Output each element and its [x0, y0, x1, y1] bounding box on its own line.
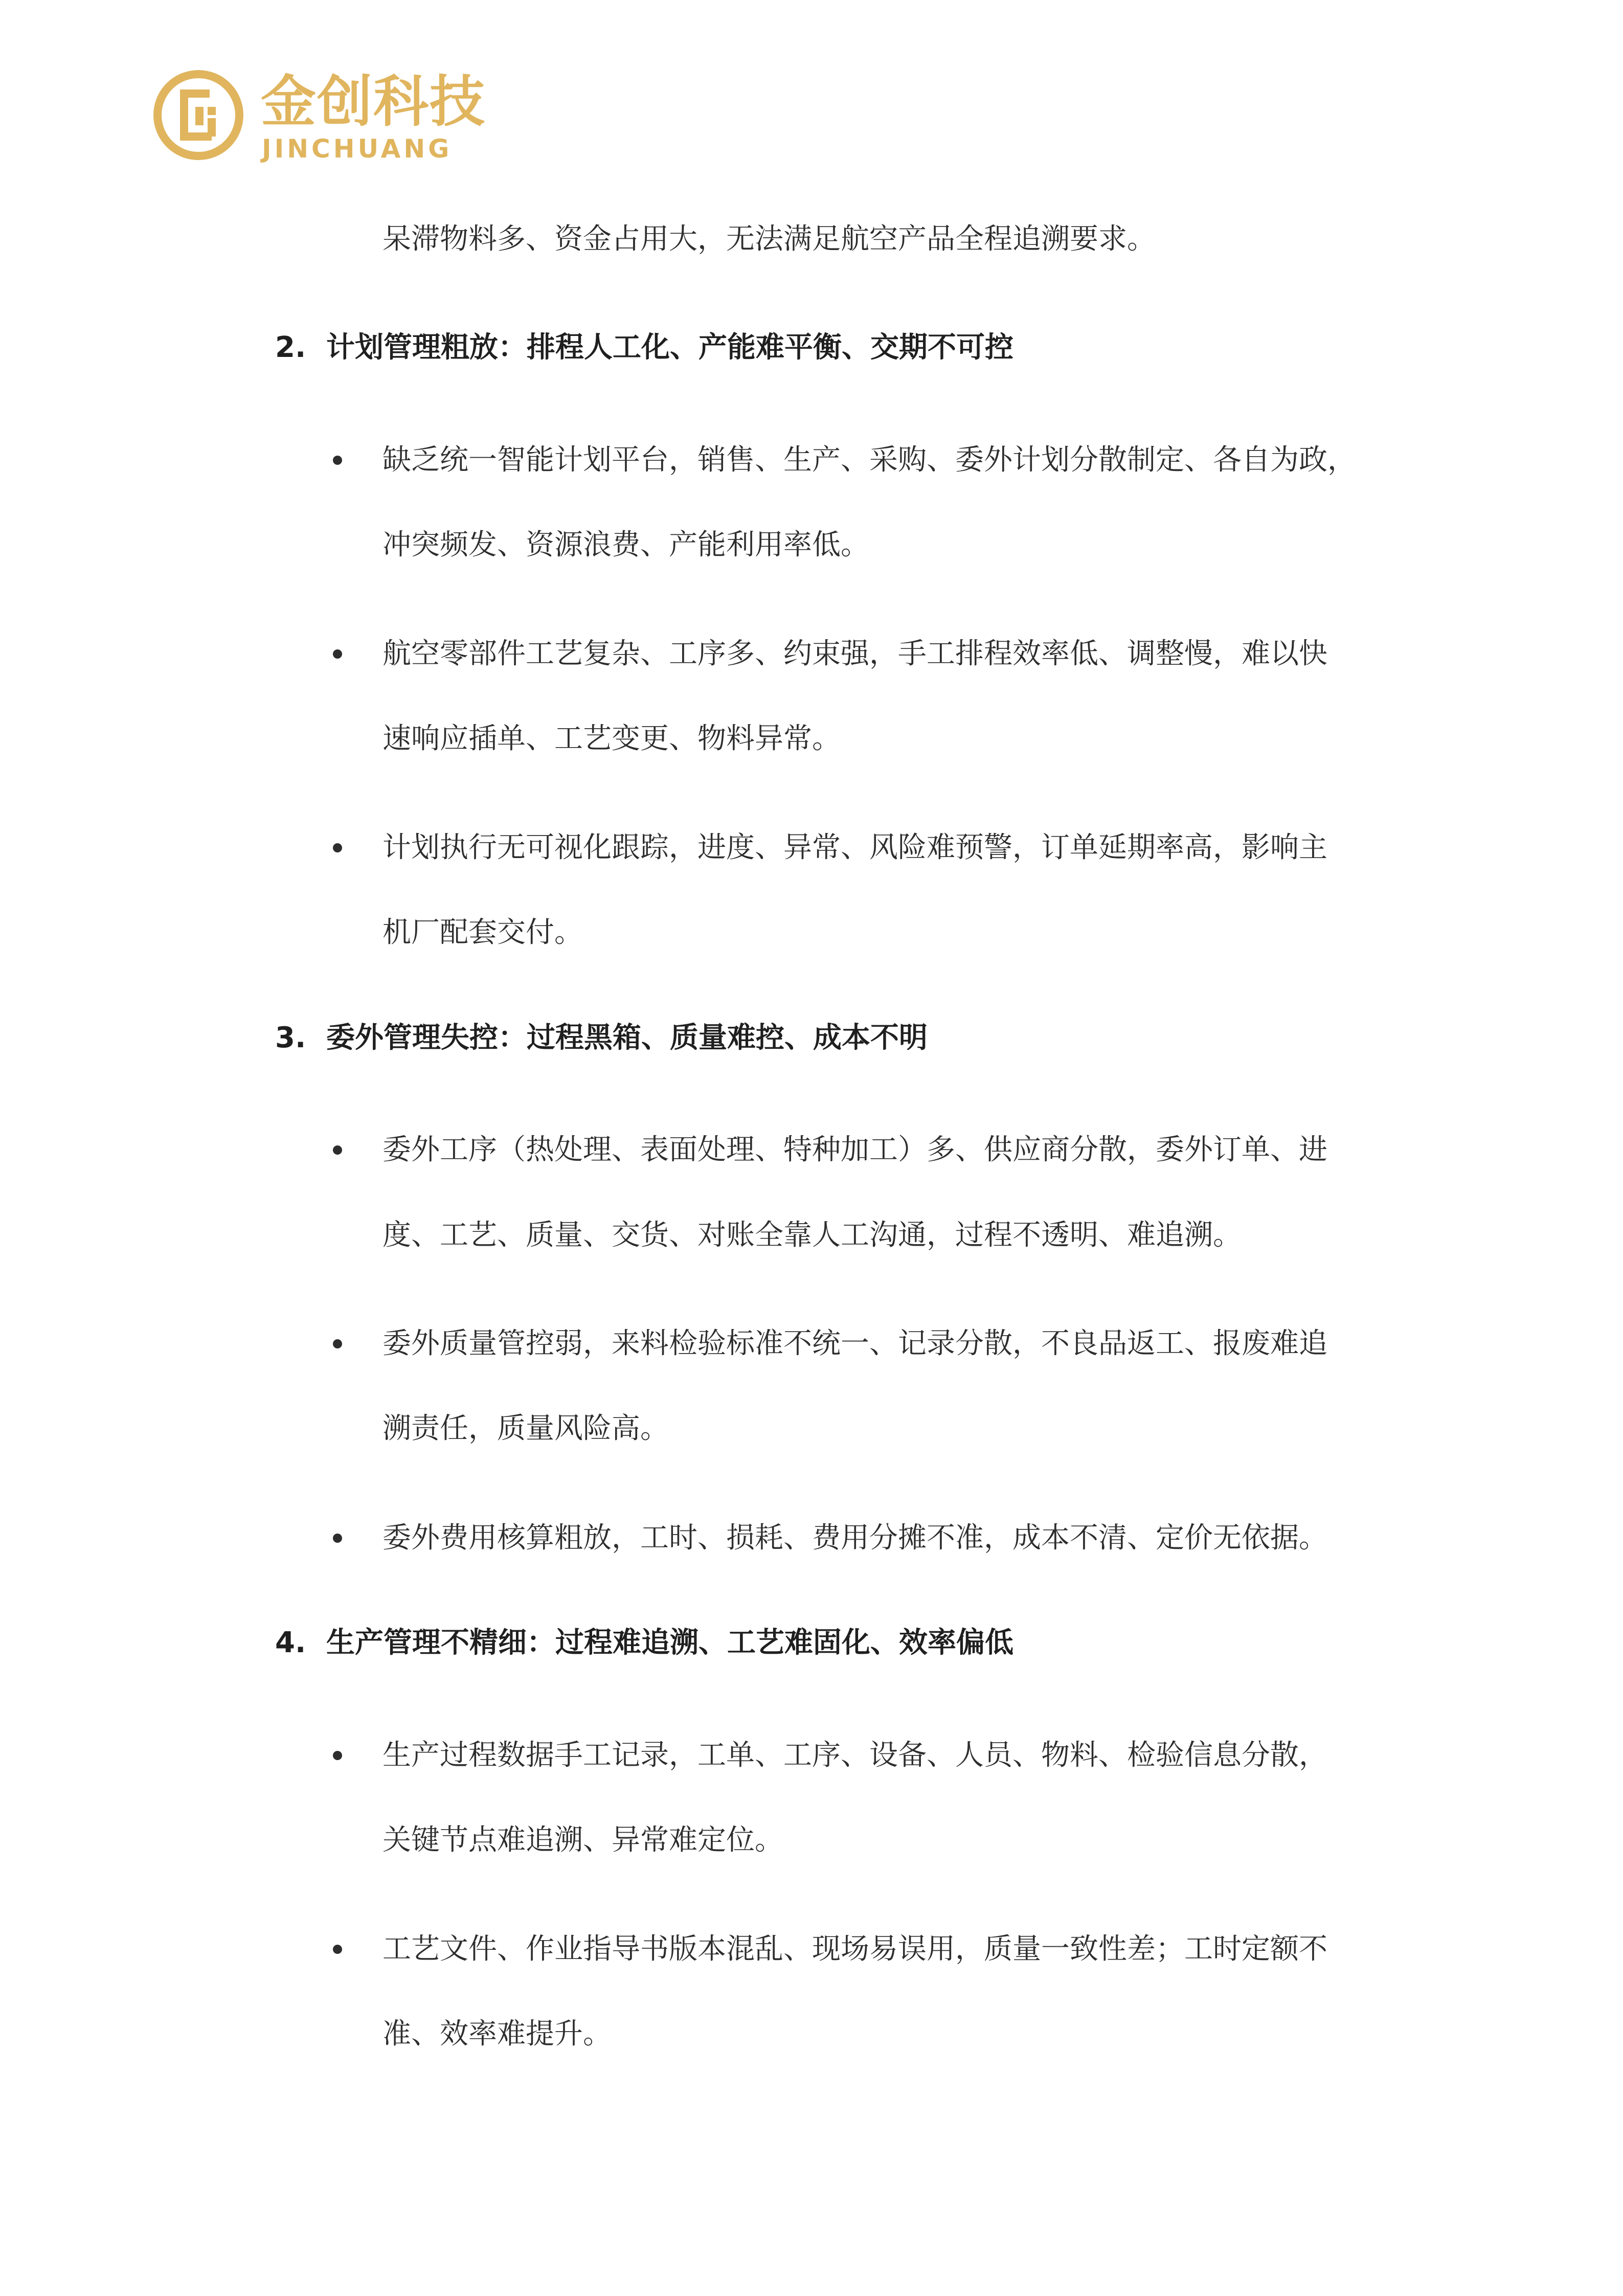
- bullet-text: 计划执行无可视化跟踪，进度、异常、风险难预警，订单延期率高，影响主: [382, 831, 1327, 864]
- bullet-text: 冲突频发、资源浪费、产能利用率低。: [382, 528, 869, 561]
- bullet-icon: [333, 1751, 342, 1760]
- section-title: 委外管理失控：过程黑箱、质量难控、成本不明: [326, 1021, 928, 1054]
- section-number: 3.: [275, 1021, 306, 1054]
- paragraph-continuation: 呆滞物料多、资金占用大，无法满足航空产品全程追溯要求。: [382, 222, 1156, 256]
- bullet-text: 准、效率难提升。: [382, 2017, 612, 2051]
- section-heading-4: [275, 1625, 1013, 1661]
- bullet-text: 关键节点难追溯、异常难定位。: [382, 1824, 783, 1857]
- bullet-text: 委外费用核算粗放，工时、损耗、费用分摊不准，成本不清、定价无依据。: [382, 1521, 1327, 1555]
- section-title: 生产管理不精细：过程难追溯、工艺难固化、效率偏低: [326, 1626, 1013, 1659]
- section-number: 4.: [275, 1626, 306, 1659]
- bullet-text: 速响应插单、工艺变更、物料异常。: [382, 722, 841, 755]
- bullet-text: 委外工序（热处理、表面处理、特种加工）多、供应商分散，委外订单、进: [382, 1133, 1327, 1166]
- bullet-text: 溯责任，质量风险高。: [382, 1412, 669, 1445]
- logo-chinese-text: 金创科技: [261, 70, 486, 134]
- section-heading-2: [275, 330, 1013, 366]
- bullet-text: 度、工艺、质量、交货、对账全靠人工沟通，过程不透明、难追溯。: [382, 1219, 1242, 1252]
- bullet-icon: [333, 1534, 342, 1543]
- section-heading-3: [275, 1020, 928, 1056]
- jinchuang-logo-icon: [152, 69, 244, 161]
- bullet-icon: [333, 843, 342, 852]
- bullet-icon: [333, 649, 342, 659]
- bullet-icon: [333, 1945, 342, 1954]
- bullet-text: 缺乏统一智能计划平台，销售、生产、采购、委外计划分散制定、各自为政，: [382, 443, 1356, 477]
- bullet-text: 机厂配套交付。: [382, 916, 583, 949]
- bullet-text: 航空零部件工艺复杂、工序多、约束强，手工排程效率低、调整慢，难以快: [382, 637, 1327, 670]
- company-logo: [152, 69, 500, 166]
- section-title: 计划管理粗放：排程人工化、产能难平衡、交期不可控: [326, 331, 1013, 364]
- logo-english-text: JINCHUANG: [262, 134, 453, 164]
- bullet-icon: [333, 1145, 342, 1155]
- bullet-icon: [333, 1339, 342, 1348]
- bullet-icon: [333, 456, 342, 465]
- bullet-text: 委外质量管控弱，来料检验标准不统一、记录分散，不良品返工、报废难追: [382, 1327, 1327, 1360]
- bullet-text: 生产过程数据手工记录，工单、工序、设备、人员、物料、检验信息分散，: [382, 1739, 1327, 1772]
- section-number: 2.: [275, 331, 306, 364]
- bullet-text: 工艺文件、作业指导书版本混乱、现场易误用，质量一致性差；工时定额不: [382, 1932, 1327, 1966]
